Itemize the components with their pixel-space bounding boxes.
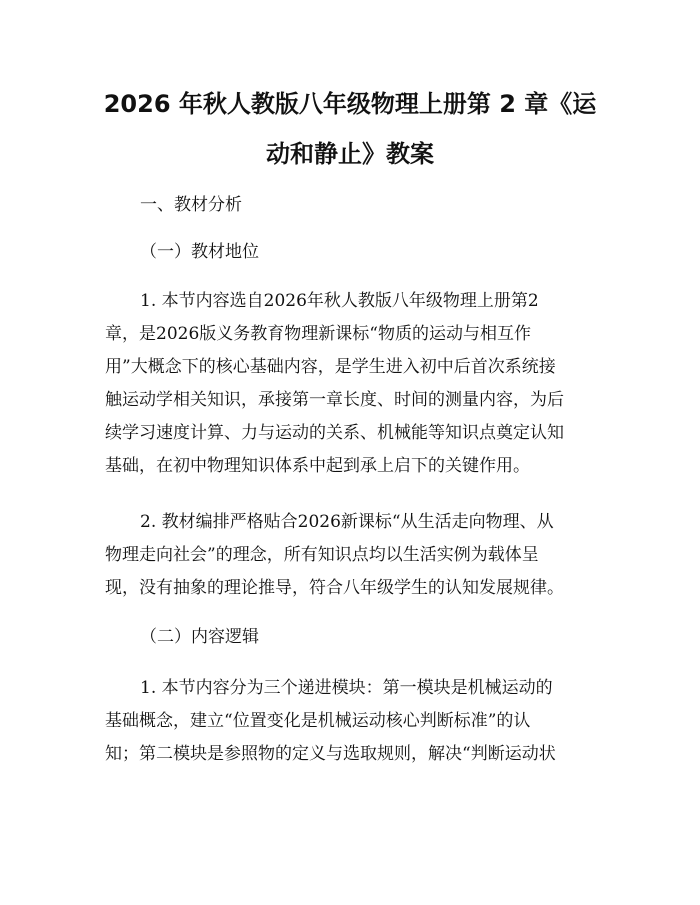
document-title-line-1: 2026 年秋人教版八年级物理上册第 2 章《运 [103,90,597,118]
paragraph-2-line-2: 物理走向社会”的理念，所有知识点均以生活实例为载体呈 [105,545,539,565]
section-heading-teaching-material-analysis: 一、教材分析 [140,195,242,215]
paragraph-1-line-6: 基础，在初中物理知识体系中起到承上启下的关键作用。 [105,456,530,476]
document-title-line-2: 动和静止》教案 [266,140,434,168]
paragraph-1-line-2: 章，是2026版义务教育物理新课标“物质的运动与相互作 [105,324,531,344]
paragraph-2-line-3: 现，没有抽象的理论推导，符合八年级学生的认知发展规律。 [105,578,564,598]
paragraph-3-line-3: 知；第二模块是参照物的定义与选取规则，解决“判断运动状 [105,744,556,764]
paragraph-1-line-4: 触运动学相关知识，承接第一章长度、时间的测量内容，为后 [105,390,564,410]
paragraph-1-line-1: 1. 本节内容选自2026年秋人教版八年级物理上册第2 [140,291,539,311]
paragraph-1-line-3: 用”大概念下的核心基础内容，是学生进入初中后首次系统接 [105,357,556,377]
subsection-heading-material-position: （一）教材地位 [140,242,259,262]
paragraph-2-line-1: 2. 教材编排严格贴合2026新课标“从生活走向物理、从 [140,512,554,532]
paragraph-1-line-5: 续学习速度计算、力与运动的关系、机械能等知识点奠定认知 [105,423,564,443]
subsection-heading-content-logic: （二）内容逻辑 [140,627,259,647]
paragraph-3-line-2: 基础概念，建立“位置变化是机械运动核心判断标准”的认 [105,711,531,731]
paragraph-3-line-1: 1. 本节内容分为三个递进模块：第一模块是机械运动的 [140,678,553,698]
